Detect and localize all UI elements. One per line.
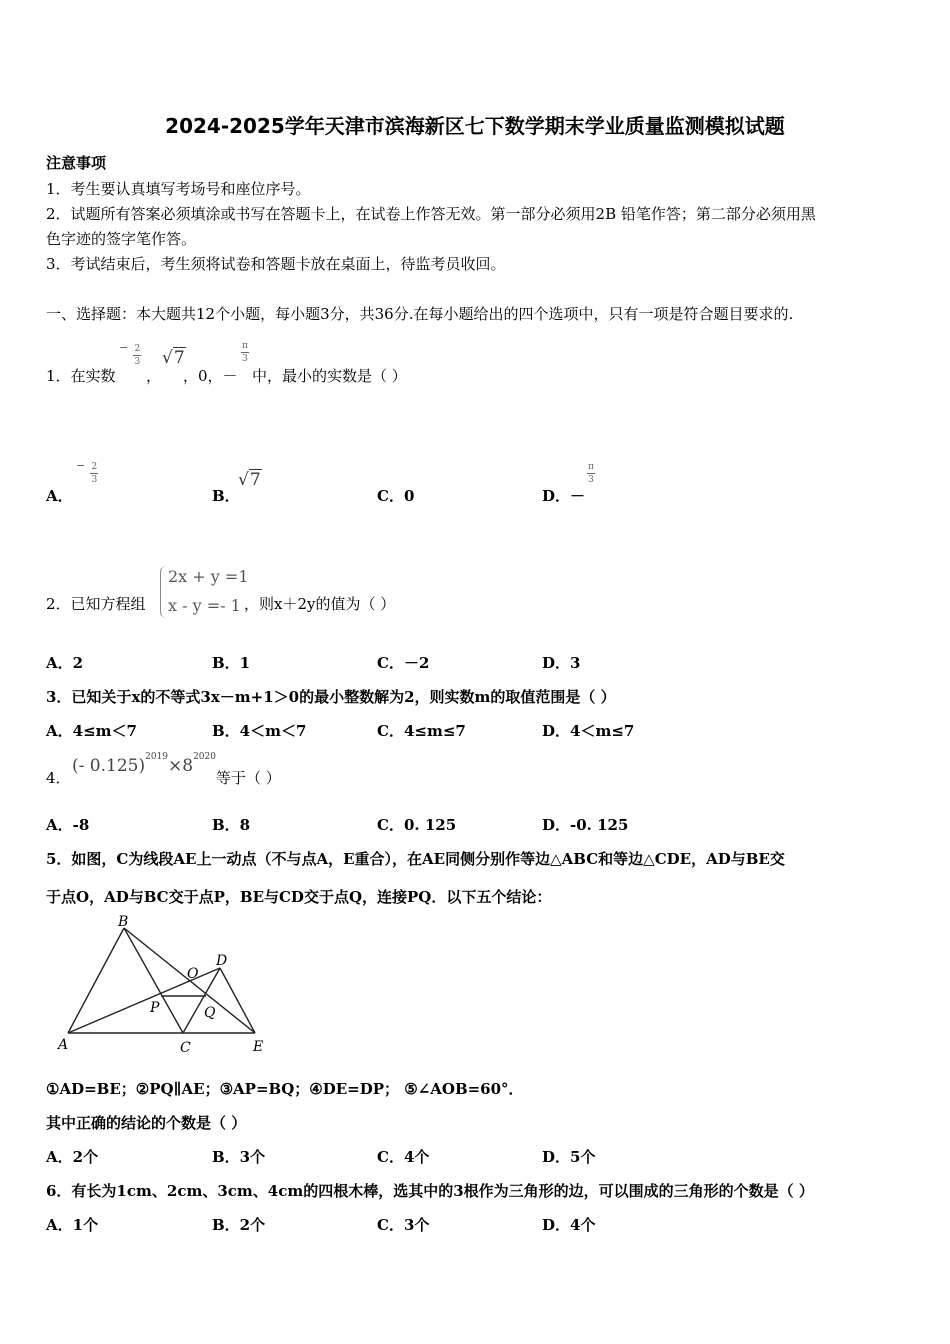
q2-suffix: ，则x＋2y的值为（ ）: [244, 595, 396, 613]
q4-option-a[interactable]: A．-8: [46, 816, 90, 834]
q1-pi-fraction: $\frac{\pi}{3}$: [242, 341, 248, 364]
section-1-heading: 一、选择题：本大题共12个小题，每小题3分，共36分.在每小题给出的四个选项中，只有一项是符合题目要求的.: [46, 305, 794, 323]
q6-option-a[interactable]: A．1个: [46, 1216, 99, 1234]
q5-question: 其中正确的结论的个数是（ ）: [46, 1114, 247, 1132]
q5-geometry-figure: [50, 908, 280, 1058]
q1-option-a[interactable]: A．: [46, 487, 73, 505]
q3-option-b[interactable]: B．4＜m＜7: [212, 722, 307, 740]
q2-option-b[interactable]: B．1: [212, 654, 251, 672]
q2-option-a[interactable]: A．2: [46, 654, 84, 672]
q2-prefix: 2．已知方程组: [46, 595, 146, 613]
label-o: O: [187, 966, 199, 982]
q1-comma: ，: [146, 367, 162, 385]
label-e: E: [253, 1039, 264, 1055]
q1-option-b[interactable]: B．: [212, 487, 240, 505]
segment-de: [220, 968, 255, 1033]
label-q: Q: [204, 1005, 216, 1021]
q3-option-d[interactable]: D．4＜m≤7: [542, 722, 635, 740]
q2-equation-2: x - y =- 1: [168, 596, 241, 615]
q4-expression: (- $0.125)^{2019}\times 8^{2020}$: [72, 751, 216, 776]
notice-item-2a: 2．试题所有答案必须填涂或书写在答题卡上，在试卷上作答无效。第一部分必须用2B 铅笔作答；第二部分必须用黑: [46, 205, 816, 223]
q5-option-c[interactable]: C．4个: [377, 1148, 430, 1166]
q4-prefix: 4．: [46, 769, 71, 787]
q2-option-c[interactable]: C．－2: [377, 654, 430, 672]
notice-item-1: 1．考生要认真填写考场号和座位序号。: [46, 180, 311, 198]
q4-option-d[interactable]: D．-0. 125: [542, 816, 629, 834]
notice-item-3: 3．考试结束后，考生须将试卷和答题卡放在桌面上，待监考员收回。: [46, 255, 506, 273]
q6-text: 6．有长为1cm、2cm、3cm、4cm的四根木棒，选其中的3根作为三角形的边，可以围成的三角形的个数是（ ）: [46, 1182, 814, 1200]
q5-line-2: 于点O，AD与BC交于点P，BE与CD交于点Q，连接PQ．以下五个结论：: [46, 888, 552, 906]
q5-option-b[interactable]: B．3个: [212, 1148, 266, 1166]
q5-option-d[interactable]: D．5个: [542, 1148, 596, 1166]
q6-option-c[interactable]: C．3个: [377, 1216, 430, 1234]
q5-conclusions: ①AD=BE；②PQ∥AE；③AP=BQ；④DE=DP； ⑤∠AOB=60°．: [46, 1080, 524, 1098]
q1-sqrt7: √7: [162, 348, 185, 368]
segment-ab: [68, 928, 124, 1033]
q6-option-b[interactable]: B．2个: [212, 1216, 266, 1234]
q4-option-b[interactable]: B．8: [212, 816, 251, 834]
q3-text: 3．已知关于x的不等式3x－m+1＞0的最小整数解为2，则实数m的取值范围是（ ）: [46, 688, 616, 706]
q2-option-d[interactable]: D．3: [542, 654, 581, 672]
q4-option-c[interactable]: C．0. 125: [377, 816, 457, 834]
q2-equation-1: 2x + y =1: [168, 567, 249, 586]
q1-tail-1: ，0，－: [183, 367, 238, 385]
q1-prefix: 1．在实数: [46, 367, 116, 385]
q1-option-d[interactable]: D．－: [542, 487, 586, 505]
notice-heading: 注意事项: [46, 154, 107, 172]
q1-option-b-sqrt: √7: [238, 470, 261, 490]
q6-option-d[interactable]: D．4个: [542, 1216, 596, 1234]
label-d: D: [216, 953, 228, 969]
q1-option-c[interactable]: C．0: [377, 487, 415, 505]
q2-brace: [160, 566, 167, 618]
q3-option-c[interactable]: C．4≤m≤7: [377, 722, 466, 740]
q1-option-a-fraction: − $\frac{2}{3}$: [76, 459, 98, 485]
label-a: A: [58, 1037, 69, 1053]
label-p: P: [150, 1000, 160, 1016]
q3-option-a[interactable]: A．4≤m＜7: [46, 722, 137, 740]
q4-suffix: 等于（ ）: [216, 769, 281, 787]
notice-item-2b: 色字迹的签字笔作答。: [46, 230, 197, 248]
page-title: 2024-2025学年天津市滨海新区七下数学期末学业质量监测模拟试题: [165, 114, 785, 138]
segment-bc: [124, 928, 183, 1033]
q5-line-1: 5．如图，C为线段AE上一动点（不与点A，E重合），在AE同侧分别作等边△ABC和等边△CDE，AD与BE交: [46, 850, 785, 868]
q1-tail-2: 中，最小的实数是（ ）: [252, 367, 407, 385]
q1-option-d-fraction: $\frac{\pi}{3}$: [588, 462, 594, 485]
label-b: B: [118, 914, 129, 930]
q1-neg-fraction: − $\frac{2}{3}$: [119, 341, 141, 367]
label-c: C: [180, 1040, 191, 1056]
q5-option-a[interactable]: A．2个: [46, 1148, 99, 1166]
